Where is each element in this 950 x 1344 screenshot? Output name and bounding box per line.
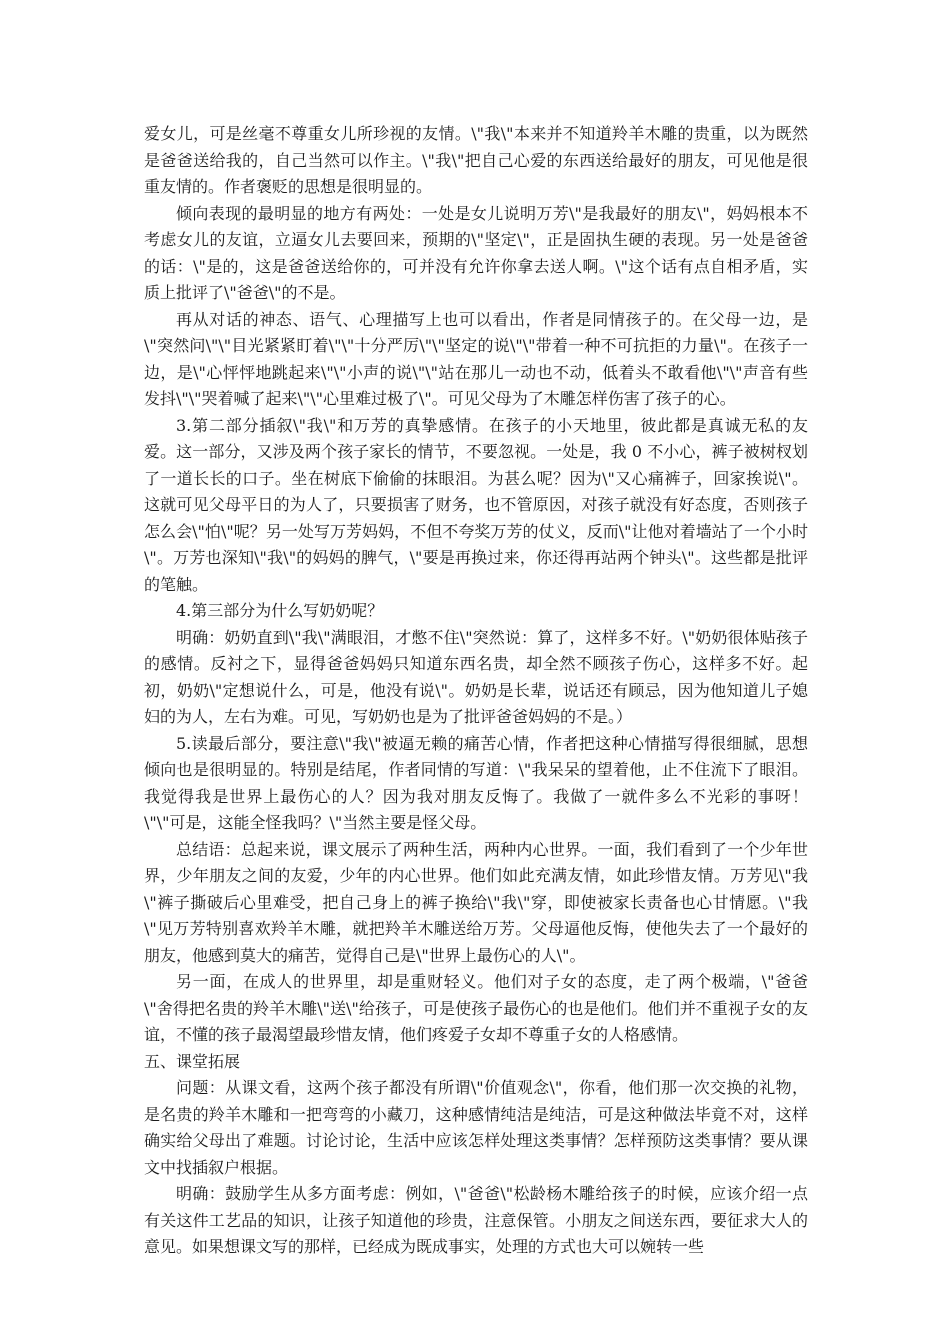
document-body [144,121,808,1261]
paragraph-dialogue-analysis: 再从对话的神态、语气、心理描写上也可以看出，作者是同情孩子的。在父母一边，是\"突然问\"\"目光紧紧盯着\"\"十分严厉\"\"坚定的说\"\"带着一种不可抗拒的力量\"。在孩子一边，是\"心怦怦地跳起来\"\"小声的说\"\"站在那儿一动也不动，低着头不敢看他\"\"声音有些发抖\"\"哭着喊了起来\"\"心里难过极了\"。可见父母为了木雕怎样伤害了孩子的心。 [144,309,808,408]
paragraph-tendency: 倾向表现的最明显的地方有两处：一处是女儿说明万芳\"是我最好的朋友\"，妈妈根本不考虑女儿的友谊，立逼女儿去要回来，预期的\"坚定\"，正是固执生硬的表现。另一处是爸爸的话：\"是的，这是爸爸送给你的，可并没有允许你拿去送人啊。\"这个话有点自相矛盾，实质上批评了\"爸爸\"的不是。 [144,203,808,302]
paragraph-part-two: 3.第二部分插叙\"我\"和万芳的真挚感情。在孩子的小天地里，彼此都是真诚无私的友爱。这一部分，又涉及两个孩子家长的情节，不要忽视。一处是，我 0 不小心，裤子被树杈划了一道长长的口子。坐在树底下偷偷的抹眼泪。为甚么呢？因为\"又心痛裤子，回家挨说\"。这就可见父母平日的为人了，只要损害了财务，也不管原因，对孩子就没有好态度，否则孩子怎么会\"怕\"呢？另一处写万芳妈妈，不但不夸奖万芳的仗义，反而\"让他对着墙站了一个小时\"。万芳也深知\"我\"的妈妈的脾气，\"要是再换过来，你还得再站两个钟头\"。这些都是批评的笔触。 [144,415,808,594]
paragraph-part-three-question: 4.第三部分为什么写奶奶呢？ [176,601,384,620]
section-heading-extension: 五、课堂拓展 [144,1051,241,1071]
paragraph-continuation: 爱女儿，可是丝毫不尊重女儿所珍视的友情。\"我\"本来并不知道羚羊木雕的贵重，以为既然是爸爸送给我的，自己当然可以作主。\"我\"把自己心爱的东西送给最好的朋友，可见他是很重友情的。作者褒贬的思想是很明显的。 [144,124,808,196]
paragraph-adult-world: 另一面，在成人的世界里，却是重财轻义。他们对子女的态度，走了两个极端，\"爸爸\"舍得把名贵的羚羊木雕\"送\"给孩子，可是使孩子最伤心的也是他们。他们并不重视子女的友谊，不懂的孩子最渴望最珍惜友情，他们疼爱子女却不尊重子女的人格感情。 [144,972,808,1044]
paragraph-answer: 明确：鼓励学生从多方面考虑：例如，\"爸爸\"松龄杨木雕给孩子的时候，应该介绍一点有关这件工艺品的知识，让孩子知道他的珍贵，注意保管。小朋友之间送东西，要征求大人的意见。如果想课文写的那样，已经成为既成事实，处理的方式也大可以婉转一些 [144,1184,808,1256]
paragraph-question: 问题：从课文看，这两个孩子都没有所谓\"价值观念\"，你看，他们那一次交换的礼物，是名贵的羚羊木雕和一把弯弯的小藏刀，这种感情纯洁是纯洁，可是这种做法毕竟不对，这样确实给父母出了难题。讨论讨论，生活中应该怎样处理这类事情？怎样预防这类事情？要从课文中找插叙户根据。 [144,1078,808,1177]
paragraph-last-part: 5.读最后部分，要注意\"我\"被逼无赖的痛苦心情，作者把这种心情描写得很细腻，思想倾向也是很明显的。特别是结尾，作者同情的写道：\"我呆呆的望着他，止不住流下了眼泪。我觉得我是世界上最伤心的人？因为我对朋友反悔了。我做了一就件多么不光彩的事呀！\"\"可是，这能全怪我吗？\"当然主要是怪父母。 [144,733,808,832]
paragraph-summary: 总结语：总起来说，课文展示了两种生活，两种内心世界。一面，我们看到了一个少年世界，少年朋友之间的友爱，少年的内心世界。他们如此充满友情，如此珍惜友情。万芳见\"我\"裤子撕破后心里难受，把自己身上的裤子换给\"我\"穿，即使被家长责备也心甘情愿。\"我\"见万芳特别喜欢羚羊木雕，就把羚羊木雕送给万芳。父母逼他反悔，使他失去了一个最好的朋友，他感到莫大的痛苦，觉得自己是\"世界上最伤心的人\"。 [144,839,808,965]
paragraph-part-three-answer: 明确：奶奶直到\"我\"满眼泪，才憋不住\"突然说：算了，这样多不好。\"奶奶很体贴孩子的感情。反衬之下，显得爸爸妈妈只知道东西名贵，却全然不顾孩子伤心，这样多不好。起初，奶奶\"定想说什么，可是，他没有说\"。奶奶是长辈，说话还有顾忌，因为他知道儿子媳妇的为人，左右为难。可见，写奶奶也是为了批评爸爸妈妈的不是。） [144,627,808,726]
